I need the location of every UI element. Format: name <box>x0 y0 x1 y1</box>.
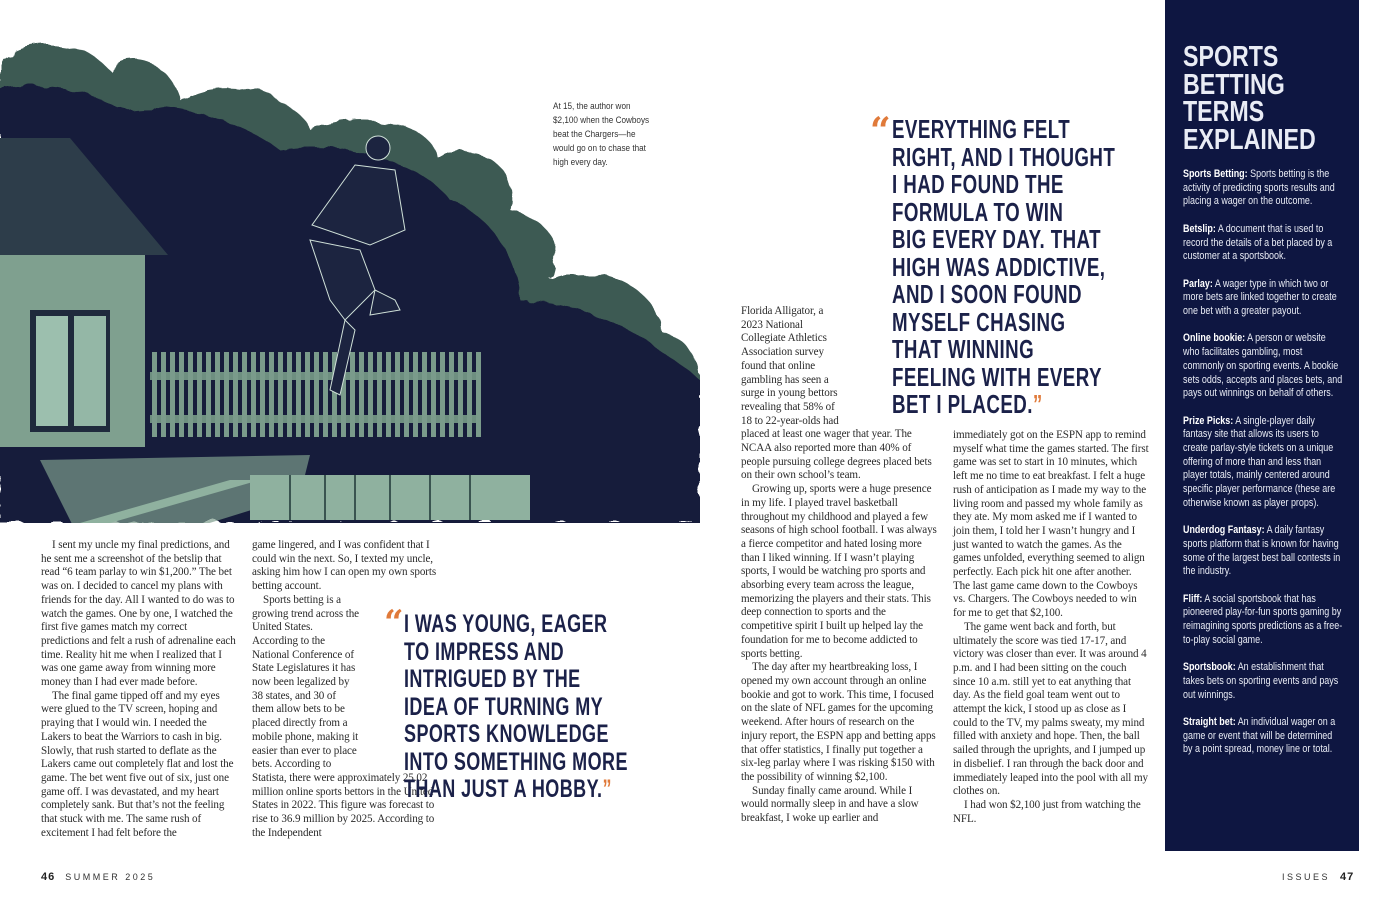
term-name: Straight bet: <box>1183 716 1236 728</box>
term-name: Underdog Fantasy: <box>1183 524 1265 537</box>
glossary-term <box>1183 332 1343 401</box>
body-column-4 <box>953 429 1149 826</box>
fence-picket <box>260 352 265 437</box>
page-number: 47 <box>1340 871 1355 883</box>
pull-quote-line: HIGH WAS ADDICTIVE, <box>892 251 1106 282</box>
fence-picket <box>413 352 418 437</box>
pull-quote-line: BIG EVERY DAY. THAT <box>892 224 1101 254</box>
fence-picket <box>440 352 445 437</box>
fence-picket <box>188 352 193 437</box>
term-definition: A single-player daily fantasy site that allows its users to create parlay-style tickets on a unique offering of more than and less than player totals, mainly centered around specific player performance (these are otherwise known as player props). <box>1183 414 1336 509</box>
fence-picket <box>179 352 184 437</box>
glossary-term <box>1183 716 1343 757</box>
sidebar-title-line: SPORTS <box>1183 41 1279 73</box>
close-quote-mark: ” <box>602 775 612 803</box>
open-quote-mark: “ <box>384 603 404 643</box>
term-name: Online bookie: <box>1183 332 1246 345</box>
fence-picket <box>458 352 463 437</box>
pull-quote-line: TO IMPRESS AND <box>404 637 565 666</box>
paragraph: The day after my heartbreaking loss, I opened my own account through an online bookie and got to work. This time, I focused on the slate of NFL games for the upcoming weekend. After hours of research on the injury report, the ESPN app and betting apps that offer statistics, I finally put together a six-leg parlay where I was risking $150 with the possibility of winning $2,100. <box>741 661 936 783</box>
paragraph: immediately got on the ESPN app to remind myself what time the games started. The first game was set to start in 10 minutes, which left me no time to eat breakfast. I felt a huge rush of anticipation as I made my way to the living room and passed my whole family as they ate. My mom asked me if I wanted to join them, I told her I wasn’t hungry and I just wanted to watch the games. As the games unfolded, everything seemed to align perfectly. Each pick hit one after another. The last game came down to the Cowboys vs. Chargers. The Cowboys needed to win for me to get that $2,100. <box>953 429 1149 620</box>
pull-quote-line: RIGHT, AND I THOUGHT <box>892 141 1116 172</box>
term-definition: A daily fantasy sports platform that is known for having some of the largest best ball contests in the industry. <box>1183 524 1341 578</box>
term-name: Parlay: <box>1183 277 1213 290</box>
pull-quote-line-text: BET I PLACED. <box>892 389 1033 419</box>
glossary-term <box>1183 661 1343 702</box>
pull-quote-line: IDEA OF TURNING MY <box>404 692 604 721</box>
glossary-term <box>1183 524 1343 579</box>
fence-picket <box>215 352 220 437</box>
term-definition: A person or website who facilitates gambling, most commonly on sporting events. A bookie sets odds, accepts and places bets, and pays out winnings on behalf of others. <box>1183 332 1343 400</box>
fence-picket <box>206 352 211 437</box>
paragraph: Sunday finally came around. While I would normally sleep in and have a slow breakfast, I woke up earlier and <box>741 784 919 825</box>
fence-picket <box>278 352 283 437</box>
fence-picket <box>359 352 364 437</box>
fence-picket <box>251 352 256 437</box>
pull-quote-line: EVERYTHING FELT <box>892 114 1071 144</box>
footer-right <box>1282 871 1354 883</box>
pull-quote-line: INTO SOMETHING MORE <box>404 747 628 776</box>
fence-picket <box>449 352 454 437</box>
fence-picket <box>224 352 229 437</box>
pull-quote-line: FORMULA TO WIN <box>892 196 1064 227</box>
pull-quote-line <box>892 391 1115 419</box>
glossary-term <box>1183 223 1343 264</box>
illustration <box>0 0 700 523</box>
fence-picket <box>323 352 328 437</box>
pull-quote-line: I HAD FOUND THE <box>892 169 1064 199</box>
term-name: Sportsbook: <box>1183 661 1236 674</box>
term-definition: An establishment that takes bets on sporting events and pays out winnings. <box>1183 661 1339 701</box>
term-name: Prize Picks: <box>1183 414 1234 427</box>
pull-quote-line: AND I SOON FOUND <box>892 279 1082 309</box>
pull-quote-line: INTRIGUED BY THE <box>404 665 581 693</box>
paragraph: game lingered, and I was confident that I could win the next. So, I texted my uncle, asking him how I can open my own sports betting account. <box>252 539 437 593</box>
body-column-1 <box>41 539 237 840</box>
section-label: ISSUES <box>1282 872 1331 882</box>
close-quote-mark: ” <box>1032 389 1043 419</box>
sidebar-glossary <box>1165 0 1359 851</box>
term-name: Betslip: <box>1183 222 1216 235</box>
term-name: Sports Betting: <box>1183 168 1248 180</box>
fence-picket <box>296 352 301 437</box>
fence-picket <box>467 352 472 437</box>
pull-quote-line: MYSELF CHASING <box>892 306 1066 337</box>
pull-quote-line: I WAS YOUNG, EAGER <box>404 610 608 638</box>
fence-picket <box>197 352 202 437</box>
fence-picket <box>233 352 238 437</box>
fence-picket <box>161 352 166 437</box>
sidebar-title-line: TERMS <box>1183 96 1265 128</box>
fence-picket <box>305 352 310 437</box>
term-definition: An individual wager on a game or event that will be determined by a point spread, money line or total. <box>1183 716 1336 756</box>
glossary-term <box>1183 415 1343 511</box>
fence-picket <box>287 352 292 437</box>
fence-picket <box>314 352 319 437</box>
paragraph: The final game tipped off and my eyes were glued to the TV screen, hoping and praying that I would win. I needed the Lakers to beat the Warriors to cash in big. Slowly, that rush started to deflate as the Lakers came out completely flat and lost the game. The bet went five out of six, just one game off. I was devastated, and my heart completely sank. But that’s not the feeling that stuck with me. The same rush of excitement I had felt before the <box>41 689 234 839</box>
term-definition: A wager type in which two or more bets are linked together to create one bet with a greater payout. <box>1183 277 1337 317</box>
pull-quote-line: THAT WINNING <box>892 334 1035 364</box>
paragraph: I had won $2,100 just from watching the NFL. <box>953 798 1141 825</box>
fence-picket <box>269 352 274 437</box>
fence-picket <box>476 352 481 437</box>
glossary-term <box>1183 168 1343 209</box>
footer-left <box>41 871 155 883</box>
sidebar-title-line: EXPLAINED <box>1183 123 1316 156</box>
term-definition: A social sportsbook that has pioneered play-for-fun sports gaming by reimagining sports predictions as a free-to-play social game. <box>1183 592 1343 646</box>
fence-picket <box>395 352 400 437</box>
pull-quote-line-text: THAN JUST A HOBBY. <box>404 775 603 803</box>
glossary-list <box>1183 168 1343 771</box>
issue-label: SUMMER 2025 <box>65 872 156 882</box>
pull-quote-line: FEELING WITH EVERY <box>892 361 1102 392</box>
paragraph: The game went back and forth, but ultimately the score was tied 17-17, and victory was closer than ever. It was around 4 p.m. and I had been sitting on the couch since 10 a.m. still yet to eat anything that day. As the field goal team went out to attempt the kick, I stood up as close as I could to the TV, my palms sweaty, my mind filled with anxiety and hope. Then, the ball sailed through the uprights, and I jumped up in disbelief. I ran through the back door and immediately leaped into the pool with all my clothes on. <box>953 620 1148 798</box>
sidebar-title <box>1183 41 1316 156</box>
fence-picket <box>377 352 382 437</box>
paragraph: Florida Alligator, a 2023 National Collegiate Athletics Association survey found that online gambling has seen a surge in young bettors revealing that 58% of 18 to 22-year-olds had placed at least one wager that year. The NCAA also reported more than 40% of people pursuing college degrees placed bets on their own school’s team. <box>741 305 932 482</box>
open-quote-mark: “ <box>870 110 891 152</box>
paragraph: I sent my uncle my final predictions, and he sent me a screenshot of the betslip that read “6 team parlay to win $1,200.” The bet was on. I decided to cancel my plans with friends for the day. All I wanted to do was to watch the games. One by one, I watched the first five games match my correct predictions and felt a rush of adrenaline each time. Reality hit me when I realized that I was one game away from winning more money than I had ever made before. <box>41 539 236 689</box>
term-name: Fliff: <box>1183 592 1203 605</box>
paragraph: Growing up, sports were a huge presence in my life. I played travel basketball throughout my childhood and played a few seasons of high school football. I was always a fierce competitor and hated losing more than I liked winning. If I wasn’t playing sports, I would be watching pro sports and absorbing every team across the league, memorizing the players and their stats. This deep connection to sports and the competitive spirit I built up helped lay the foundation for me to become addicted to sports betting. <box>741 483 937 660</box>
page-number: 46 <box>41 871 56 883</box>
fence-picket <box>386 352 391 437</box>
fence-picket <box>404 352 409 437</box>
pull-quote-line: SPORTS KNOWLEDGE <box>404 720 609 748</box>
glossary-term <box>1183 278 1343 319</box>
pull-quote-line <box>404 776 628 804</box>
fence-picket <box>170 352 175 437</box>
term-definition: A document that is used to record the details of a bet placed by a customer at a sportsbook. <box>1183 222 1333 263</box>
fence-picket <box>422 352 427 437</box>
fence-picket <box>152 352 157 437</box>
fence-picket <box>368 352 373 437</box>
sidebar-title-line: BETTING <box>1183 68 1285 101</box>
glossary-term <box>1183 593 1343 648</box>
illustration-caption: At 15, the author won $2,100 when the Cowboys beat the Chargers—he would go on to chase that high every day. <box>553 101 650 168</box>
fence-picket <box>431 352 436 437</box>
term-definition: Sports betting is the activity of predicting sports results and placing a wager on the outcome. <box>1183 168 1335 208</box>
fence-picket <box>350 352 355 437</box>
paragraph: Sports betting is a growing trend across the United States. According to the National Conference of State Legislatures it has now been legalized by 38 states, and 30 of them allow bets to be placed directly from a mobile phone, making it easier than ever to place bets. According to Statista, there were approximately 25.02 million online sports bettors in the United States in 2022. This figure was forecast to rise to 36.9 million by 2025. According to the Independent <box>252 593 435 839</box>
fence-picket <box>242 352 247 437</box>
